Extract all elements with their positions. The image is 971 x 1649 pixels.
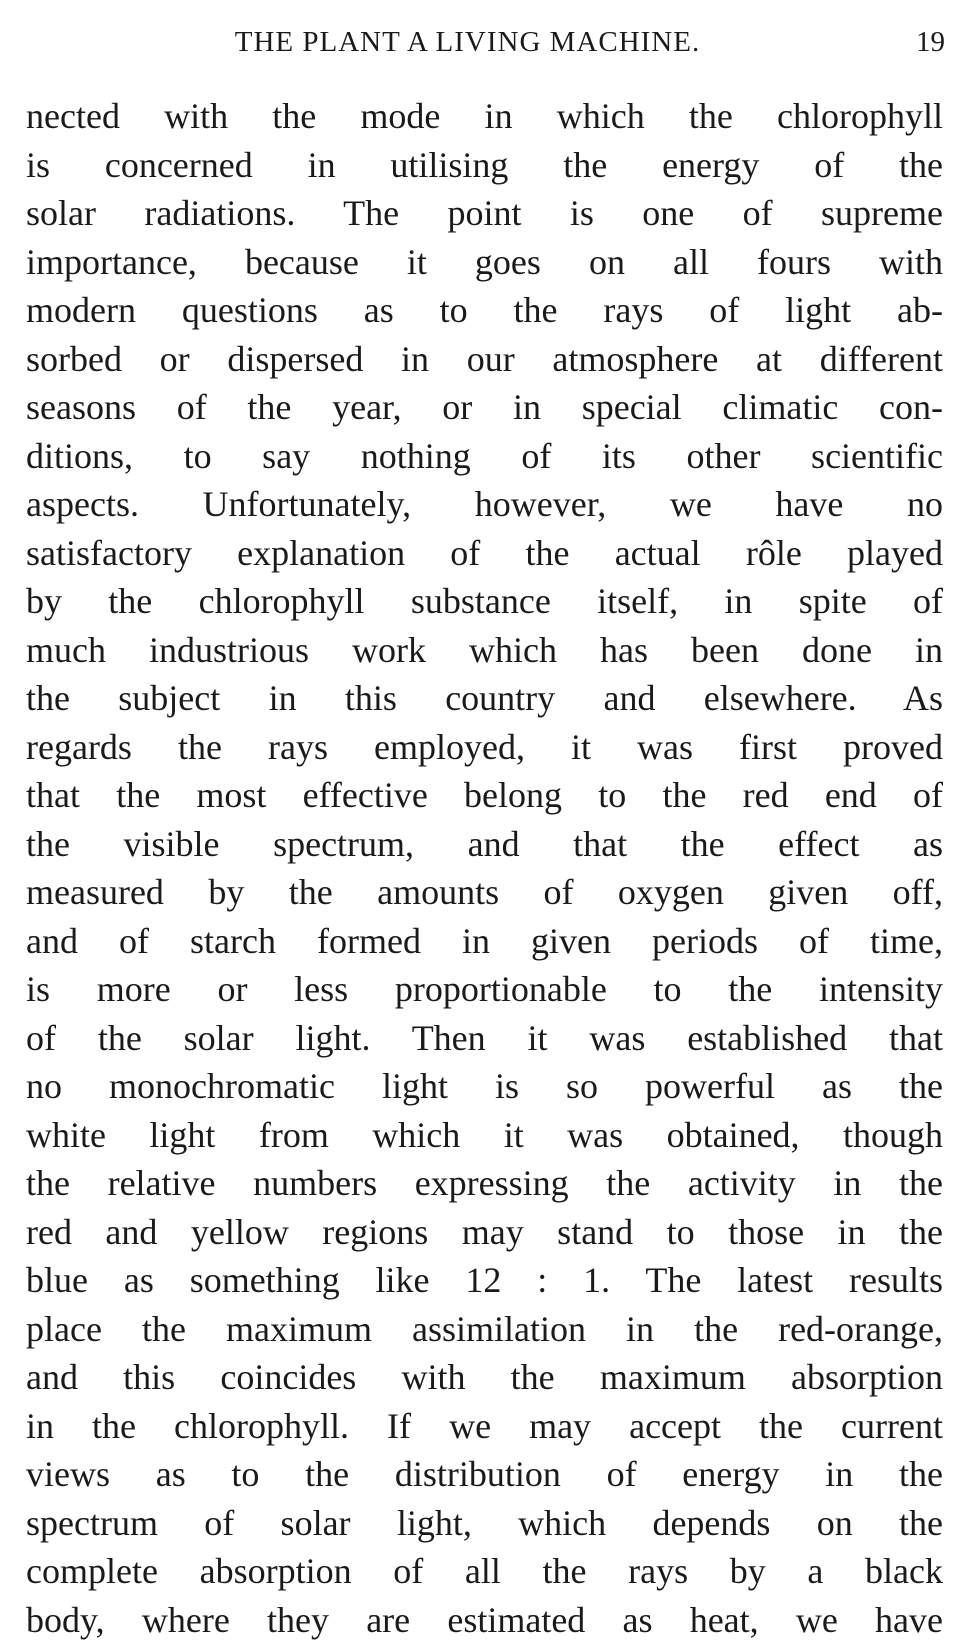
running-title: THE PLANT A LIVING MACHINE.: [234, 26, 701, 58]
text-line: in the chlorophyll. If we may accept the current: [26, 1405, 943, 1446]
text-line: that the most effective belong to the red end of: [26, 775, 943, 815]
text-line: measured by the amounts of oxygen given off,: [26, 872, 943, 912]
text-line: complete absorption of all the rays by a black: [26, 1551, 943, 1591]
text-line: modern questions as to the rays of light ab-: [26, 290, 943, 330]
text-line: and this coincides with the maximum absorption: [26, 1357, 943, 1397]
text-line: of the solar light. Then it was established that: [26, 1017, 943, 1058]
text-line: body, where they are estimated as heat, we have: [26, 1599, 943, 1640]
text-line: solar radiations. The point is one of supreme: [26, 193, 943, 233]
text-line: is more or less proportionable to the intensity: [26, 969, 943, 1009]
text-line: spectrum of solar light, which depends on the: [26, 1502, 943, 1543]
text-line: red and yellow regions may stand to those in the: [26, 1211, 943, 1252]
text-line: nected with the mode in which the chlorophyll: [26, 96, 943, 136]
text-line: seasons of the year, or in special climatic con-: [26, 387, 943, 427]
text-line: aspects. Unfortunately, however, we have no: [26, 484, 943, 524]
page-number: 19: [916, 26, 945, 58]
text-line: the relative numbers expressing the activity in the: [26, 1163, 943, 1203]
text-line: and of starch formed in given periods of time,: [26, 920, 943, 961]
text-line: by the chlorophyll substance itself, in spite of: [26, 581, 943, 621]
text-line: views as to the distribution of energy in the: [26, 1454, 943, 1494]
text-line: much industrious work which has been done in: [26, 629, 943, 670]
text-line: satisfactory explanation of the actual rôle played: [26, 532, 943, 573]
text-line: regards the rays employed, it was first proved: [26, 726, 943, 767]
page-header: [26, 22, 945, 62]
text-line: place the maximum assimilation in the red-orange,: [26, 1308, 943, 1349]
text-line: sorbed or dispersed in our atmosphere at different: [26, 338, 943, 379]
text-line: importance, because it goes on all fours with: [26, 241, 943, 282]
text-line: is concerned in utilising the energy of the: [26, 144, 943, 185]
text-line: ditions, to say nothing of its other scientific: [26, 435, 943, 476]
text-line: white light from which it was obtained, though: [26, 1114, 943, 1155]
text-line: the visible spectrum, and that the effect as: [26, 823, 943, 864]
text-line: the subject in this country and elsewhere. As: [26, 678, 943, 718]
body-text: [26, 92, 943, 1644]
text-line: blue as something like 12 : 1. The latest results: [26, 1260, 943, 1300]
text-line: no monochromatic light is so powerful as the: [26, 1066, 943, 1106]
